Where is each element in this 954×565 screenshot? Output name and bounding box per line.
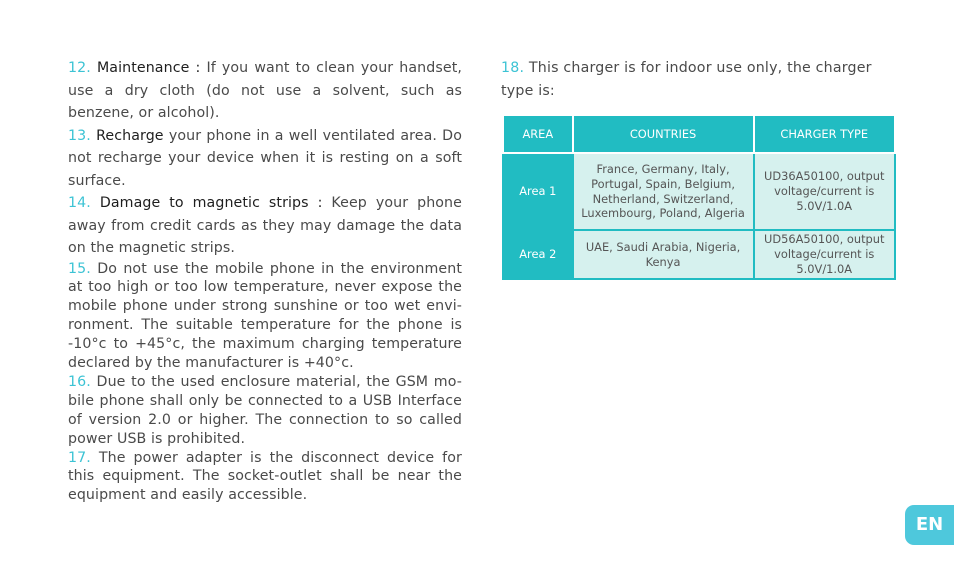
countries-cell: UAE, Saudi Arabia, Nigeria, Kenya bbox=[573, 230, 754, 279]
item-16 bbox=[68, 373, 462, 449]
charger-type-cell: UD56A50100, output voltage/current is 5.0V/1.0A bbox=[754, 230, 896, 279]
area-cell: Area 2 bbox=[503, 230, 573, 279]
item-17-number: 17. bbox=[68, 449, 91, 466]
table-row bbox=[503, 153, 895, 230]
item-14-number: 14. bbox=[68, 195, 91, 211]
item-15-text: Do not use the mobile phone in the environment at too high or too low temperature, never expose the mobile phone under strong sunshine or too wet envi-ronment. The suitable temperature for the phone is -10°c to +45°c, the maximum charging temperature declared by the manufacturer is +40°c. bbox=[68, 260, 462, 372]
table-row bbox=[503, 230, 895, 279]
item-13-number: 13. bbox=[68, 127, 91, 144]
item-13-title: Recharge bbox=[96, 127, 164, 144]
countries-cell: France, Germany, Italy, Portugal, Spain, Belgium, Netherland, Switzerland, Luxembourg, Poland, Algeria bbox=[573, 153, 754, 230]
item-15 bbox=[68, 260, 462, 373]
charger-table bbox=[502, 114, 896, 280]
item-13-text: your phone in a well ventilated area. Do not recharge your device when it is resting on a soft surface. bbox=[68, 127, 462, 189]
item-18-number: 18. bbox=[501, 60, 525, 76]
item-17-text: The power adapter is the disconnect device for this equipment. The socket-outlet shall be near the equipment and easily accessible. bbox=[68, 449, 462, 504]
item-12-number: 12. bbox=[68, 60, 91, 76]
item-12 bbox=[68, 57, 462, 125]
item-16-number: 16. bbox=[68, 373, 91, 390]
item-14 bbox=[68, 192, 462, 260]
header-countries: COUNTRIES bbox=[573, 115, 754, 153]
right-column bbox=[501, 57, 897, 102]
area-cell: Area 1 bbox=[503, 153, 573, 230]
item-14-title: Damage to magnetic strips : bbox=[99, 195, 323, 211]
item-12-title: Maintenance : bbox=[96, 60, 201, 76]
left-column bbox=[68, 57, 462, 505]
language-tab: EN bbox=[905, 505, 954, 545]
item-18 bbox=[501, 57, 897, 102]
item-13 bbox=[68, 125, 462, 193]
item-12-text: If you want to clean your handset, use a dry cloth (do not use a solvent, such as benzene, or alcohol). bbox=[68, 60, 462, 121]
item-15-number: 15. bbox=[68, 260, 91, 277]
table-header-row bbox=[503, 115, 895, 153]
item-16-text: Due to the used enclosure material, the GSM mo-bile phone shall only be connected to a USB Interface of version 2.0 or higher. The connection to so called power USB is prohibited. bbox=[68, 373, 462, 447]
item-18-text: This charger is for indoor use only, the charger type is: bbox=[501, 60, 872, 99]
item-17 bbox=[68, 449, 462, 506]
item-14-text: Keep your phone away from credit cards as they may damage the data on the magnetic strips. bbox=[68, 195, 462, 256]
charger-type-cell: UD36A50100, output voltage/current is 5.0V/1.0A bbox=[754, 153, 896, 230]
header-charger-type: CHARGER TYPE bbox=[754, 115, 896, 153]
header-area: AREA bbox=[503, 115, 573, 153]
